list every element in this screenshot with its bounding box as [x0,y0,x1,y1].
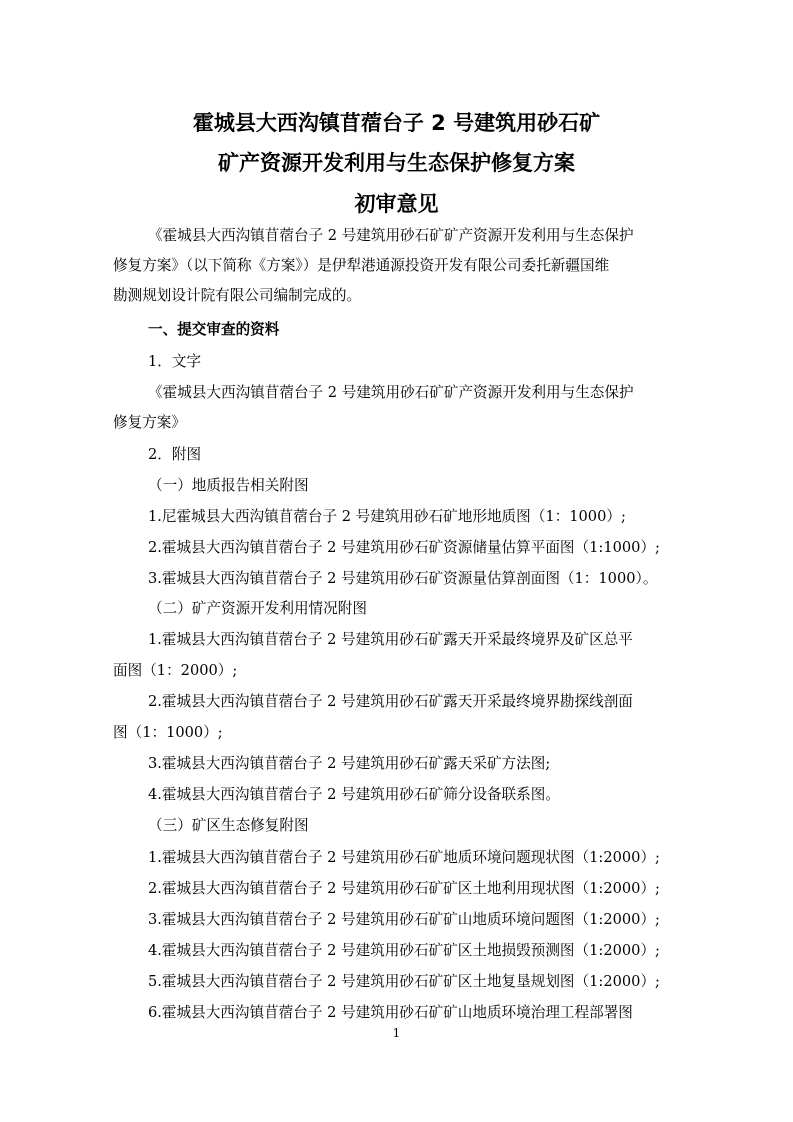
text-line-2: 修复方案》 [113,414,186,431]
section-1-heading: 一、提交审查的资料 [148,321,280,338]
dev-item-1-line-1: 1.霍城县大西沟镇苜蓿台子 2 号建筑用砂石矿露天开采最终境界及矿区总平 [148,631,633,648]
dev-item-2-line-1: 2.霍城县大西沟镇苜蓿台子 2 号建筑用砂石矿露天开采最终境界勘探线剖面 [148,693,633,710]
text-line-1: 《霍城县大西沟镇苜蓿台子 2 号建筑用砂石矿矿产资源开发利用与生态保护 [148,384,634,401]
page-number: 1 [392,1026,401,1040]
title-line-1: 霍城县大西沟镇苜蓿台子 2 号建筑用砂石矿 [192,111,601,135]
intro-line-1: 《霍城县大西沟镇苜蓿台子 2 号建筑用砂石矿矿产资源开发利用与生态保护 [148,227,634,244]
dev-item-2-line-2: 图（1：1000）; [113,724,223,741]
geo-item-1: 1.尼霍城县大西沟镇苜蓿台子 2 号建筑用砂石矿地形地质图（1：1000）; [148,508,626,525]
dev-item-4: 4.霍城县大西沟镇苜蓿台子 2 号建筑用砂石矿筛分设备联系图。 [148,786,560,803]
eco-item-1: 1.霍城县大西沟镇苜蓿台子 2 号建筑用砂石矿地质环境问题现状图（1:2000）; [148,849,660,866]
intro-line-2: 修复方案》（以下简称《方案》）是伊犁港通源投资开发有限公司委托新疆国维 [113,257,610,274]
geo-item-2: 2.霍城县大西沟镇苜蓿台子 2 号建筑用砂石矿资源储量估算平面图（1:1000）; [148,539,660,556]
eco-item-5: 5.霍城县大西沟镇苜蓿台子 2 号建筑用砂石矿矿区土地复垦规划图（1:2000）; [148,973,660,990]
intro-line-3: 勘测规划设计院有限公司编制完成的。 [113,287,362,304]
eco-item-6: 6.霍城县大西沟镇苜蓿台子 2 号建筑用砂石矿矿山地质环境治理工程部署图 [148,1004,633,1021]
title-line-3: 初审意见 [354,192,439,216]
dev-item-3: 3.霍城县大西沟镇苜蓿台子 2 号建筑用砂石矿露天采矿方法图; [148,755,551,772]
figures-heading: 2．附图 [148,446,202,463]
text-heading: 1．文字 [148,353,202,370]
eco-item-4: 4.霍城县大西沟镇苜蓿台子 2 号建筑用砂石矿矿区土地损毁预测图（1:2000）; [148,942,660,959]
eco-item-2: 2.霍城县大西沟镇苜蓿台子 2 号建筑用砂石矿矿区土地利用现状图（1:2000）; [148,880,660,897]
eco-heading: （三）矿区生态修复附图 [148,817,309,834]
dev-heading: （二）矿产资源开发利用情况附图 [148,600,367,617]
title-line-2: 矿产资源开发利用与生态保护修复方案 [218,151,575,175]
eco-item-3: 3.霍城县大西沟镇苜蓿台子 2 号建筑用砂石矿矿山地质环境问题图（1:2000）; [148,911,660,928]
geo-item-3: 3.霍城县大西沟镇苜蓿台子 2 号建筑用砂石矿资源量估算剖面图（1：1000）。 [148,570,658,587]
geo-heading: （一）地质报告相关附图 [148,477,309,494]
dev-item-1-line-2: 面图（1：2000）; [113,662,238,679]
